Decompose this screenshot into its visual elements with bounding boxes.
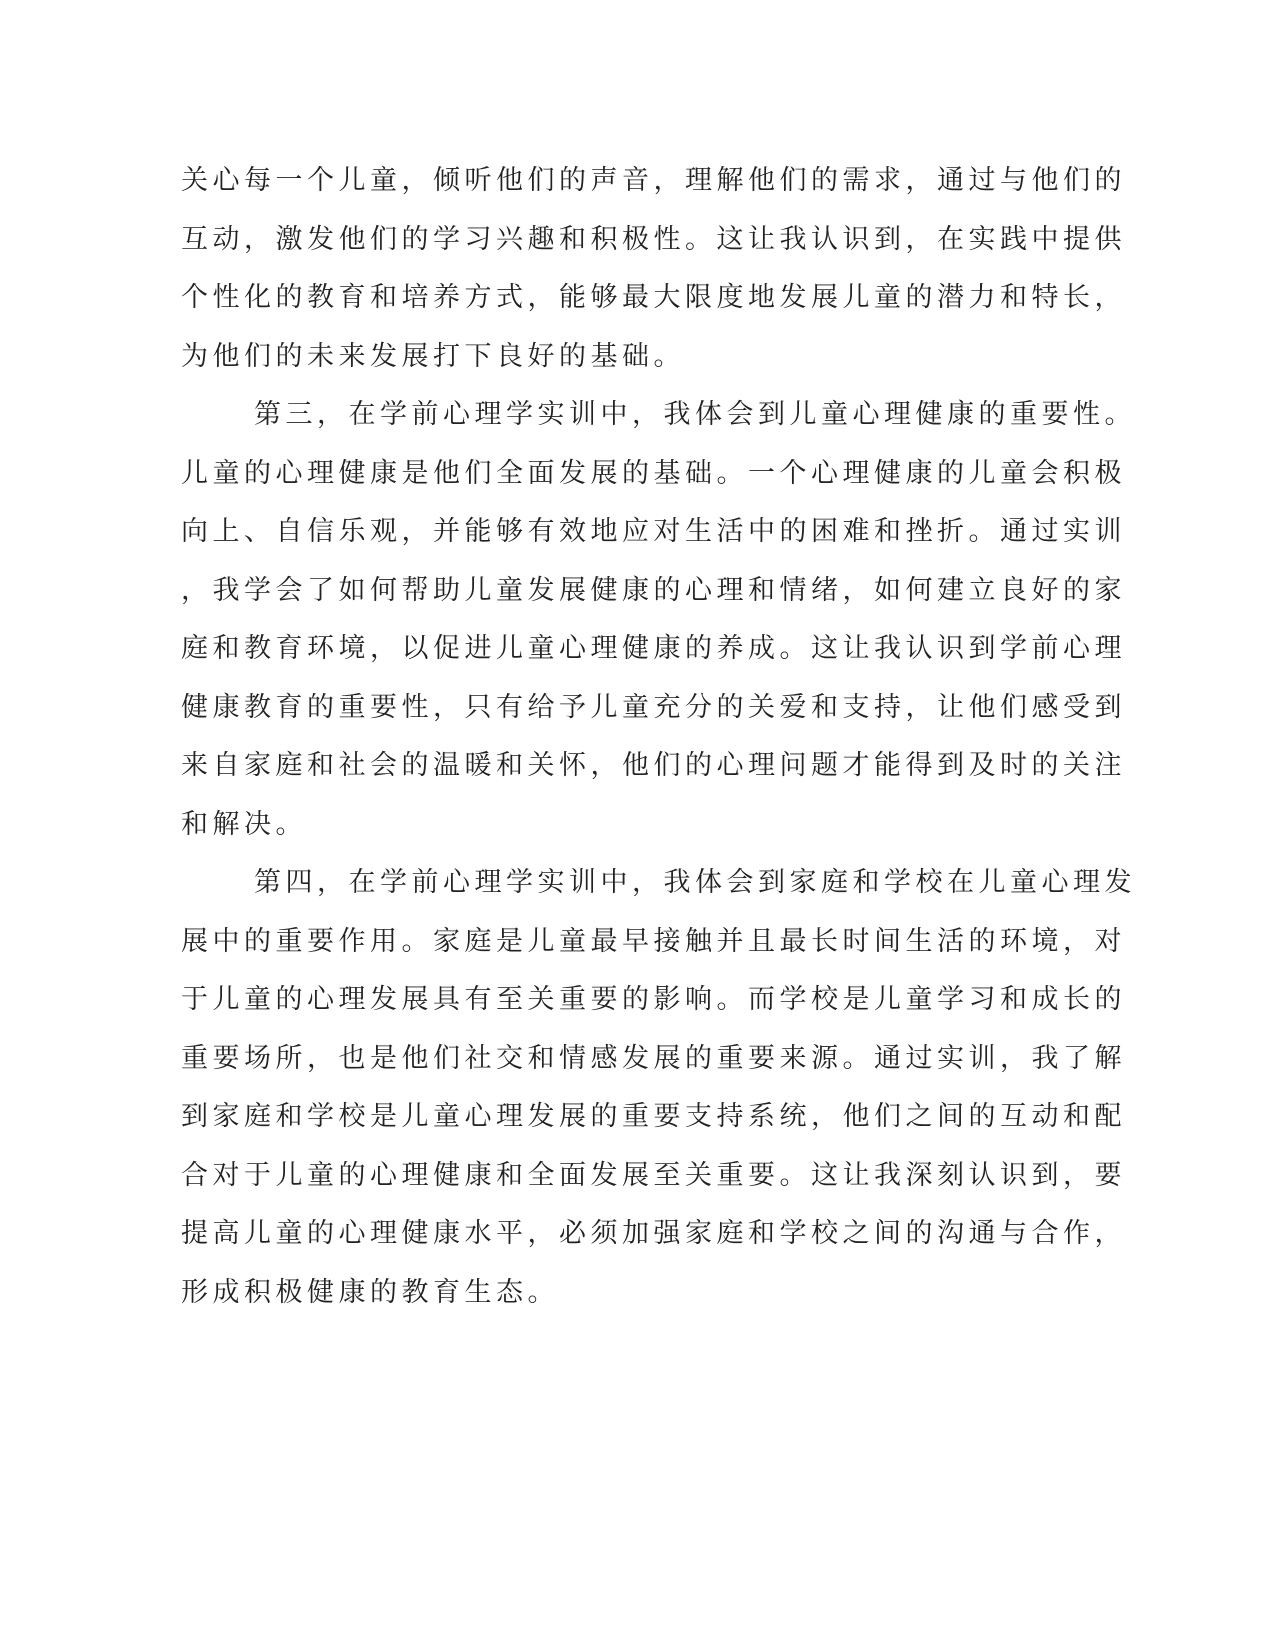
text-line: 到家庭和学校是儿童心理发展的重要支持系统，他们之间的互动和配 <box>181 1101 1126 1132</box>
text-line: 来自家庭和社会的温暖和关怀，他们的心理问题才能得到及时的关注 <box>181 750 1126 781</box>
text-line: 提高儿童的心理健康水平，必须加强家庭和学校之间的沟通与合作， <box>181 1218 1126 1249</box>
text-line: ，我学会了如何帮助儿童发展健康的心理和情绪，如何建立良好的家 <box>181 575 1126 606</box>
text-line: 和解决。 <box>181 809 307 840</box>
text-line: 关心每一个儿童，倾听他们的声音，理解他们的需求，通过与他们的 <box>181 165 1126 196</box>
paragraph-first-line: 第三，在学前心理学实训中，我体会到儿童心理健康的重要性。 <box>254 399 1136 430</box>
text-line: 于儿童的心理发展具有至关重要的影响。而学校是儿童学习和成长的 <box>181 984 1126 1015</box>
text-line: 庭和教育环境，以促进儿童心理健康的养成。这让我认识到学前心理 <box>181 633 1126 664</box>
text-line: 健康教育的重要性，只有给予儿童充分的关爱和支持，让他们感受到 <box>181 692 1126 723</box>
text-line: 为他们的未来发展打下良好的基础。 <box>181 341 685 372</box>
text-line: 向上、自信乐观，并能够有效地应对生活中的困难和挫折。通过实训 <box>181 516 1126 547</box>
text-line: 展中的重要作用。家庭是儿童最早接触并且最长时间生活的环境，对 <box>181 926 1126 957</box>
paragraph-first-line: 第四，在学前心理学实训中，我体会到家庭和学校在儿童心理发 <box>254 867 1136 898</box>
text-line: 互动，激发他们的学习兴趣和积极性。这让我认识到，在实践中提供 <box>181 224 1126 255</box>
text-line: 形成积极健康的教育生态。 <box>181 1277 559 1308</box>
text-line: 重要场所，也是他们社交和情感发展的重要来源。通过实训，我了解 <box>181 1043 1126 1074</box>
text-line: 个性化的教育和培养方式，能够最大限度地发展儿童的潜力和特长， <box>181 282 1126 313</box>
text-line: 儿童的心理健康是他们全面发展的基础。一个心理健康的儿童会积极 <box>181 458 1126 489</box>
text-line: 合对于儿童的心理健康和全面发展至关重要。这让我深刻认识到，要 <box>181 1160 1126 1191</box>
